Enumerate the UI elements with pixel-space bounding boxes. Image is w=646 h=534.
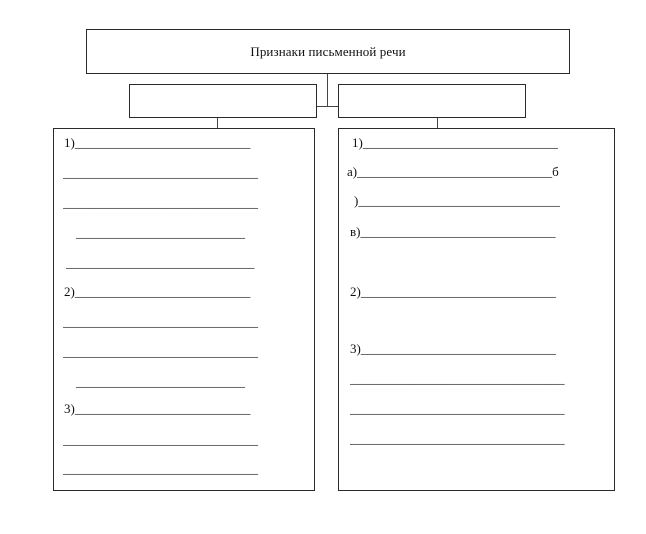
left-line-7: ______________________________ bbox=[63, 314, 258, 329]
left-line-9: __________________________ bbox=[76, 374, 245, 389]
left-line-5: _____________________________ bbox=[66, 255, 255, 270]
left-line-4: __________________________ bbox=[76, 225, 245, 240]
right-line-4: в)______________________________ bbox=[350, 224, 556, 239]
diagram-title: Признаки письменной речи bbox=[250, 43, 406, 59]
left-line-6: 2)___________________________ bbox=[64, 284, 251, 299]
connector-horizontal bbox=[317, 106, 338, 107]
empty-category-box-left[interactable] bbox=[129, 84, 317, 118]
right-line-7: _________________________________ bbox=[350, 371, 565, 386]
connector-left-branch bbox=[217, 118, 218, 128]
left-line-10: 3)___________________________ bbox=[64, 401, 251, 416]
connector-right-branch bbox=[437, 118, 438, 128]
left-line-2: ______________________________ bbox=[63, 165, 258, 180]
right-line-6: 3)______________________________ bbox=[350, 341, 556, 356]
right-line-9: _________________________________ bbox=[350, 431, 565, 446]
left-line-1: 1)___________________________ bbox=[64, 135, 251, 150]
left-line-11: ______________________________ bbox=[63, 432, 258, 447]
empty-category-box-right[interactable] bbox=[338, 84, 526, 118]
right-line-2: а)______________________________б bbox=[347, 164, 559, 179]
connector-title-down bbox=[327, 74, 328, 107]
right-line-8: _________________________________ bbox=[350, 401, 565, 416]
left-line-3: ______________________________ bbox=[63, 195, 258, 210]
right-line-1: 1)______________________________ bbox=[352, 135, 558, 150]
left-line-8: ______________________________ bbox=[63, 344, 258, 359]
right-line-3: )_______________________________ bbox=[354, 193, 560, 208]
diagram-title-box bbox=[86, 29, 570, 74]
left-line-12: ______________________________ bbox=[63, 461, 258, 476]
right-line-5: 2)______________________________ bbox=[350, 284, 556, 299]
